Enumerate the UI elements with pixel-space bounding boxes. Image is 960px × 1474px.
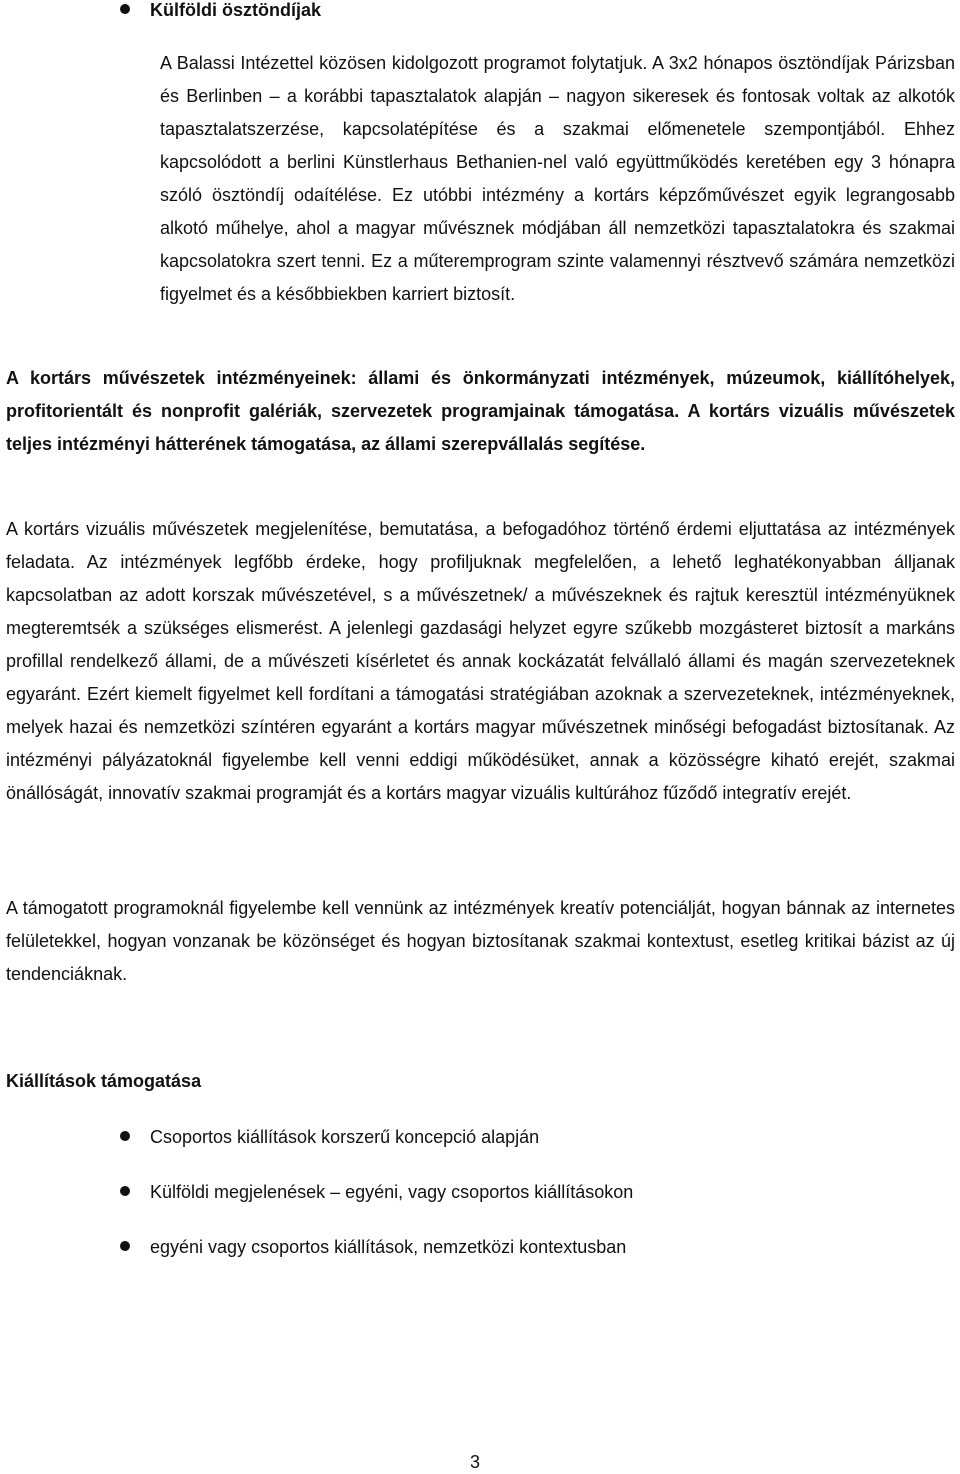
bullet-icon [120, 1186, 130, 1196]
exhibition-list [120, 1126, 633, 1291]
list-item-text: egyéni vagy csoportos kiállítások, nemzetközi kontextusban [150, 1237, 627, 1257]
list-item-text: Csoportos kiállítások korszerű koncepció alapján [150, 1127, 540, 1147]
list-item [120, 1236, 633, 1291]
page-number: 3 [470, 1452, 481, 1472]
list-item-text: Külföldi megjelenések – egyéni, vagy csoportos kiállításokon [150, 1182, 634, 1202]
bullet-icon [120, 1241, 130, 1251]
list-item [120, 1181, 633, 1236]
bullet-icon [120, 1131, 130, 1141]
paragraph-intezmenyek-bold: A kortárs művészetek intézményeinek: állami és önkormányzati intézmények, múzeumok, kiállítóhelyek, profitorientált és nonprofit galériák, szervezetek programjainak támogatása. A kortárs vizuális művészetek teljes intézményi hátterének támogatása, az állami szerepvállalás segítése. [6, 368, 955, 454]
section-title-text: Külföldi ösztöndíjak [150, 0, 321, 20]
section-heading-kiallitasok: Kiállítások támogatása [6, 1071, 202, 1091]
paragraph-intezmenyek-1: A kortárs vizuális művészetek megjelenítése, bemutatása, a befogadóhoz történő érdemi eljuttatása az intézmények feladata. Az intézmények legfőbb érdeke, hogy profiljuknak megfelelően, a lehető leghatékonyabban álljanak kapcsolatban az adott korszak művészetével, s a művészetnek/ a művészeknek és rajtuk keresztül intézményüknek megteremtsék a szükséges elismerést. A jelenlegi gazdasági helyzet egyre szűkebb mozgásteret biztosít a markáns profillal rendelkező állami, de a művészeti kísérletet és annak kockázatát felvállaló állami és magán szervezeteknek egyaránt. Ezért kiemelt figyelmet kell fordítani a támogatási stratégiában azoknak a szervezeteknek, intézményeknek, melyek hazai és nemzetközi színtéren egyaránt a kortárs magyar művészetnek minőségi befogadást biztosítanak. Az intézményi pályázatoknál figyelembe kell venni eddigi működésüket, annak a közösségre kiható erejét, szakmai önállóságát, innovatív szakmai programját és a kortárs magyar vizuális kultúrához fűződő integratív erejét. [6, 519, 955, 803]
paragraph-intezmenyek-2: A támogatott programoknál figyelembe kell vennünk az intézmények kreatív potenciálját, hogyan bánnak az internetes felületekkel, hogyan vonzanak be közönséget és hogyan biztosítanak szakmai kontextust, esetleg kritikai bázist az új tendenciáknak. [6, 898, 955, 984]
section-title-kulfoldi [120, 0, 321, 21]
list-item [120, 1126, 633, 1181]
bullet-icon [120, 4, 130, 14]
paragraph-kulfoldi: A Balassi Intézettel közösen kidolgozott programot folytatjuk. A 3x2 hónapos ösztöndíjak Párizsban és Berlinben – a korábbi tapasztalatok alapján – nagyon sikeresek és fontosak voltak az alkotók tapasztalatszerzése, kapcsolatépítése és a szakmai előmenetele szempontjából. Ehhez kapcsolódott a berlini Künstlerhaus Bethanien-nel való együttműködés keretében egy 3 hónapra szóló ösztöndíj odaítélése. Ez utóbbi intézmény a kortárs képzőművészet egyik legrangosabb alkotó műhelye, ahol a magyar művésznek módjában áll nemzetközi tapasztalatokra és szakmai kapcsolatokra szert tenni. Ez a műteremprogram szinte valamennyi résztvevő számára nemzetközi figyelmet és a későbbiekben karriert biztosít. [160, 53, 955, 304]
